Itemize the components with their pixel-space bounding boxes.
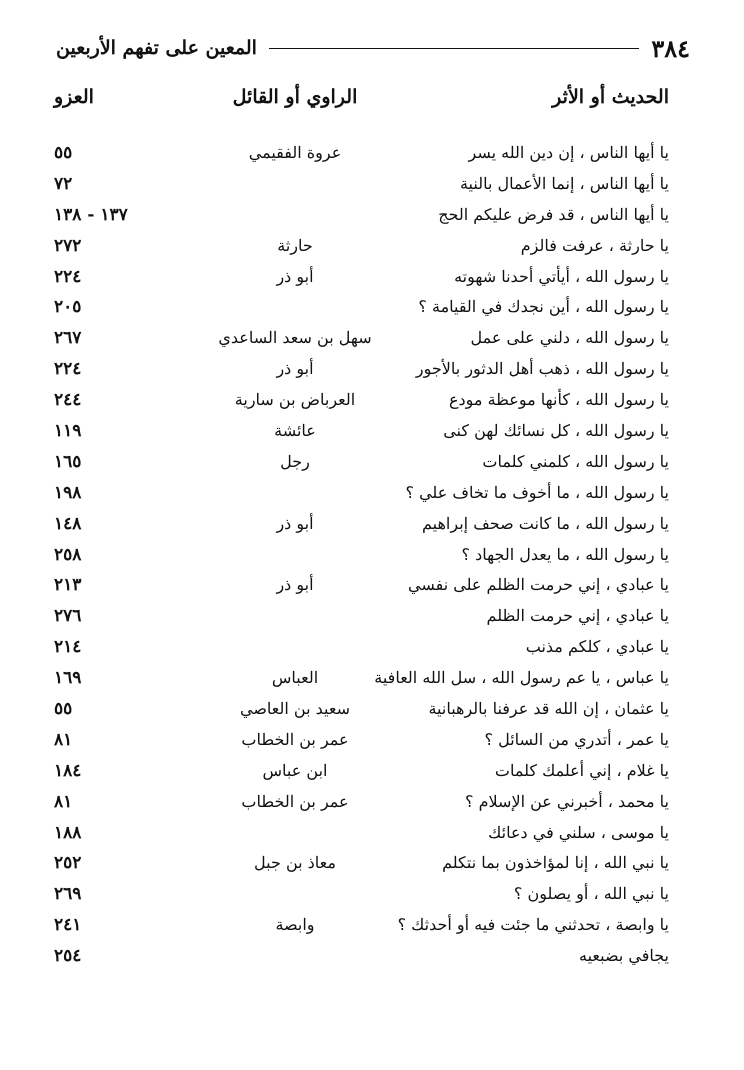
header-rule bbox=[269, 48, 639, 49]
row-narrator: أبو ذر bbox=[276, 513, 314, 533]
row-reference: ١٤٨ bbox=[54, 513, 82, 534]
table-row bbox=[0, 665, 744, 696]
row-reference: ١٦٥ bbox=[54, 451, 82, 472]
table-row bbox=[0, 449, 744, 480]
table-row bbox=[0, 881, 744, 912]
row-reference: ٢٥٨ bbox=[54, 544, 82, 565]
row-hadith-text: يا رسول الله ، كأنها موعظة مودع bbox=[448, 390, 669, 410]
table-row bbox=[0, 418, 744, 449]
row-narrator: العرباض بن سارية bbox=[234, 390, 356, 410]
table-row bbox=[0, 294, 744, 325]
row-hadith-text: يا غلام ، إني أعلمك كلمات bbox=[494, 760, 669, 780]
table-row bbox=[0, 820, 744, 851]
row-reference: ٢٧٦ bbox=[54, 606, 82, 627]
row-narrator: عروة الفقيمي bbox=[248, 143, 342, 162]
row-narrator: عمر بن الخطاب bbox=[241, 729, 349, 749]
row-hadith-text: يا عبادي ، إني حرمت الظلم bbox=[486, 606, 669, 626]
page-number: ٣٨٤ bbox=[651, 33, 690, 63]
table-row bbox=[0, 387, 744, 418]
row-reference: ١٩٨ bbox=[54, 482, 82, 503]
row-hadith-text: يا حارثة ، عرفت فالزم bbox=[520, 235, 669, 255]
row-reference: ٢٧٢ bbox=[54, 235, 82, 256]
row-reference: ٢٢٤ bbox=[54, 266, 82, 287]
row-hadith-text: يا أيها الناس ، إن دين الله يسر bbox=[468, 143, 669, 162]
row-narrator: سهل بن سعد الساعدي bbox=[218, 328, 372, 348]
column-header-narrator: الراوي أو القائل bbox=[232, 86, 358, 108]
row-hadith-text: يا أيها الناس ، إنما الأعمال بالنية bbox=[459, 173, 669, 193]
row-narrator: عمر بن الخطاب bbox=[241, 791, 349, 811]
row-hadith-text: يا عثمان ، إن الله قد عرفنا بالرهبانية bbox=[428, 699, 669, 719]
row-reference: ٢٠٥ bbox=[54, 297, 82, 318]
row-reference: ٨١ bbox=[54, 729, 73, 750]
row-hadith-text: يا رسول الله ، ما يعدل الجهاد ؟ bbox=[461, 544, 669, 564]
table-row bbox=[0, 603, 744, 634]
row-hadith-text: يا رسول الله ، كل نسائك لهن كنى bbox=[443, 421, 669, 441]
row-reference: ٥٥ bbox=[54, 143, 73, 163]
row-hadith-text: يا عبادي ، إني حرمت الظلم على نفسي bbox=[408, 575, 669, 595]
row-reference: ١٨٨ bbox=[54, 822, 82, 843]
table-row bbox=[0, 325, 744, 356]
table-row bbox=[0, 727, 744, 758]
table-row bbox=[0, 943, 744, 974]
row-reference: ٢٦٩ bbox=[54, 884, 82, 905]
row-narrator: أبو ذر bbox=[276, 266, 314, 286]
row-narrator: حارثة bbox=[277, 235, 313, 255]
row-narrator: رجل bbox=[280, 451, 310, 471]
row-narrator: أبو ذر bbox=[276, 359, 314, 379]
row-hadith-text: يا رسول الله ، ما كانت صحف إبراهيم bbox=[422, 513, 669, 533]
table-row bbox=[0, 758, 744, 789]
row-narrator: العباس bbox=[271, 668, 319, 688]
index-rows bbox=[0, 140, 744, 974]
row-narrator: ابن عباس bbox=[262, 760, 328, 780]
row-reference: ٨١ bbox=[54, 791, 73, 812]
table-row bbox=[0, 912, 744, 943]
row-reference: ٢١٤ bbox=[54, 637, 82, 658]
row-hadith-text: يا عبادي ، كلكم مذنب bbox=[525, 637, 669, 657]
table-row bbox=[0, 480, 744, 511]
row-reference: ١٨٤ bbox=[54, 760, 82, 781]
row-narrator: معاذ بن جبل bbox=[254, 853, 336, 873]
row-hadith-text: يا رسول الله ، ما أخوف ما تخاف علي ؟ bbox=[405, 482, 669, 502]
row-reference: ١٣٧ - ١٣٨ bbox=[54, 204, 128, 225]
table-row bbox=[0, 850, 744, 881]
row-hadith-text: يجافي بضبعيه bbox=[578, 946, 669, 966]
row-narrator: وابصة bbox=[275, 915, 315, 935]
row-reference: ٢٤١ bbox=[54, 915, 82, 936]
column-header-reference: العزو bbox=[54, 86, 94, 108]
row-hadith-text: يا نبي الله ، إنا لمؤاخذون بما نتكلم bbox=[442, 853, 669, 873]
table-row bbox=[0, 696, 744, 727]
row-reference: ٢٥٤ bbox=[54, 946, 82, 967]
row-reference: ٢٢٤ bbox=[54, 359, 82, 380]
row-hadith-text: يا موسى ، سلني في دعائك bbox=[488, 822, 669, 842]
book-title: المعين على تفهم الأربعين bbox=[56, 37, 257, 59]
row-reference: ٢٥٢ bbox=[54, 853, 82, 874]
table-row bbox=[0, 264, 744, 295]
table-row bbox=[0, 140, 744, 171]
row-hadith-text: يا رسول الله ، ذهب أهل الدثور بالأجور bbox=[415, 359, 669, 379]
row-reference: ٧٢ bbox=[54, 173, 73, 194]
row-hadith-text: يا محمد ، أخبرني عن الإسلام ؟ bbox=[465, 791, 669, 811]
table-row bbox=[0, 511, 744, 542]
row-hadith-text: يا وابصة ، تحدثني ما جئت فيه أو أحدثك ؟ bbox=[397, 915, 669, 935]
column-header-hadith: الحديث أو الأثر bbox=[552, 86, 669, 108]
row-reference: ١١٩ bbox=[54, 421, 82, 442]
table-row bbox=[0, 356, 744, 387]
table-row bbox=[0, 634, 744, 665]
table-row bbox=[0, 171, 744, 202]
table-row bbox=[0, 202, 744, 233]
row-hadith-text: يا أيها الناس ، قد فرض عليكم الحج bbox=[438, 204, 669, 224]
row-hadith-text: يا عباس ، يا عم رسول الله ، سل الله العافية bbox=[374, 668, 669, 688]
table-row bbox=[0, 789, 744, 820]
column-headers bbox=[0, 86, 744, 120]
row-reference: ١٦٩ bbox=[54, 668, 82, 689]
row-hadith-text: يا رسول الله ، دلني على عمل bbox=[470, 328, 669, 348]
table-row bbox=[0, 233, 744, 264]
row-hadith-text: يا رسول الله ، أيأتي أحدنا شهوته bbox=[454, 266, 669, 286]
row-reference: ٢٤٤ bbox=[54, 390, 82, 411]
row-narrator: عائشة bbox=[274, 421, 316, 441]
row-hadith-text: يا عمر ، أتدري من السائل ؟ bbox=[484, 729, 669, 749]
row-hadith-text: يا رسول الله ، كلمني كلمات bbox=[482, 451, 669, 471]
row-hadith-text: يا نبي الله ، أو يصلون ؟ bbox=[513, 884, 669, 904]
running-header bbox=[56, 30, 690, 66]
row-reference: ٢١٣ bbox=[54, 575, 82, 596]
row-reference: ٢٦٧ bbox=[54, 328, 82, 349]
table-row bbox=[0, 542, 744, 573]
table-row bbox=[0, 572, 744, 603]
row-narrator: أبو ذر bbox=[276, 575, 314, 595]
row-reference: ٥٥ bbox=[54, 699, 73, 720]
row-narrator: سعيد بن العاصي bbox=[240, 699, 350, 719]
row-hadith-text: يا رسول الله ، أين نجدك في القيامة ؟ bbox=[418, 297, 669, 317]
